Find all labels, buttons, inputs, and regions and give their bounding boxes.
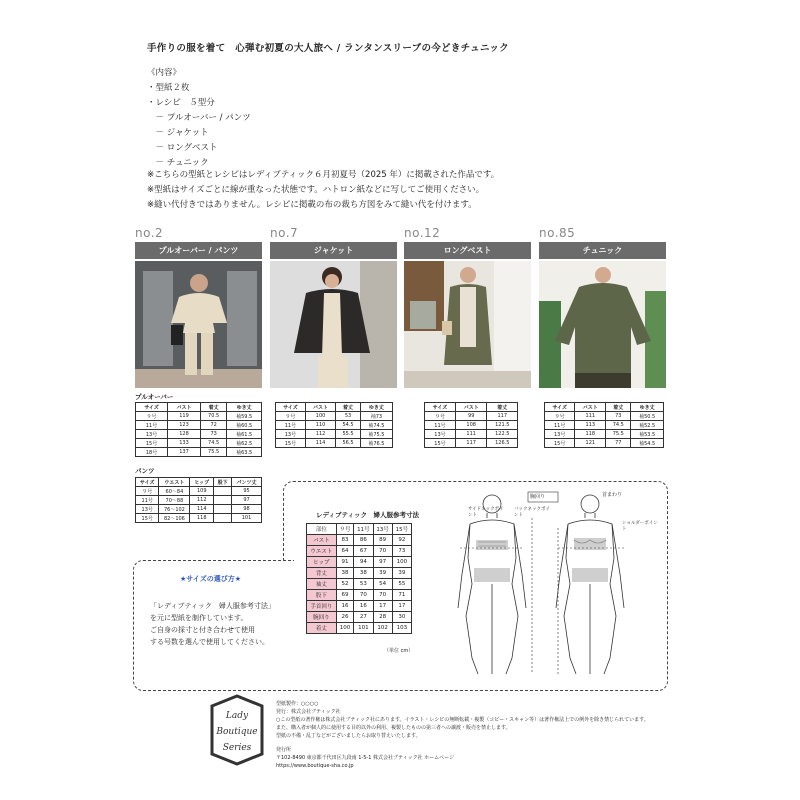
contents-line: － チュニック [147,158,209,168]
jacket-size-table [275,402,393,448]
table-row: 袖丈 52 53 54 55 [307,579,412,590]
table-row: 腕回り 26 27 28 30 [307,612,412,623]
table-header: サイズ [425,403,456,412]
body-measure-table [306,523,412,634]
pants-table-label: パンツ [135,467,155,475]
table-row: ９号 100 53 袖73 [276,412,393,421]
item-label-tunic: チュニック [539,242,666,259]
table-header: 部位 [307,524,337,535]
size-guide-line: する号数を選んで使用してください。 [150,638,269,646]
contents-line: － ロングベスト [147,143,218,153]
contents-section [147,66,251,171]
footer-section [276,700,649,770]
table-header: バスト [455,403,487,412]
notes-section [147,168,499,213]
item-label-vest: ロングベスト [404,242,531,259]
contents-line: － ジャケット [147,128,209,138]
size-guide-line: 「レディブティック 婦人服参考寸法」 [150,602,275,610]
note-line: ※縫い代付きではありません。レシピに掲載の布の裁ち方図をみて縫い代を付けます。 [147,200,477,210]
pullover-table-label: プルオーバー [135,393,174,401]
table-row: ９号 119 70.5 袖59.5 [136,412,262,421]
figure-label-back-neck: バックネックポイント [514,507,550,518]
table-header: バスト [305,403,335,412]
note-line: ※型紙はサイズごとに線が重なった状態です。ハトロン紙などに写してご使用ください。 [147,185,485,195]
table-header: 11号 [354,524,373,535]
footer-line: ○この型紙の著作権は株式会社ブティック社にあります。イラスト・レシピの無断転載・複製（コピー・スキャン等）は著作権法上での例外を除き禁じられています。 [276,717,649,723]
contents-heading: 《内容》 [147,68,182,78]
table-row: 15号 121 77 袖54.5 [545,439,664,448]
item-label-jacket: ジャケット [270,242,397,259]
table-row: 13号 128 73 袖61.5 [136,430,262,439]
svg-text:Boutique: Boutique [216,727,258,737]
table-header: 着丈 [200,403,226,412]
item-number: no.85 [539,226,576,240]
footer-line: 発行：株式会社ブティック社 [276,709,341,715]
item-number: no.7 [270,226,299,240]
figure-label-tag: 胸回り [530,494,546,500]
size-guide-line: を元に型紙を制作しています。 [150,614,248,622]
table-row: 13号 76〜102 114 98 [136,505,262,514]
table-row: 11号 70〜88 112 97 [136,496,262,505]
photo-jacket [270,261,397,388]
footer-line: 型紙の不備・乱丁などがございましたらお取り替えいたします。 [276,733,421,739]
footer-line: また、購入者が個人的に使用する目的以外の利用、複製したものの第三者への譲渡・販売を禁止します。 [276,725,511,731]
contents-line: ・レシピ ５型分 [147,98,215,108]
table-row: 15号 82〜106 118 101 [136,514,262,523]
table-header: 着丈 [336,403,361,412]
table-row: 股下 69 70 70 71 [307,590,412,601]
table-header: 股下 [214,478,232,487]
pullover-size-table [135,402,262,457]
table-row: ９号 111 73 袖50.5 [545,412,664,421]
table-row: ９号 99 117 [425,412,518,421]
table-row: 11号 108 121.5 [425,421,518,430]
table-header: サイズ [545,403,575,412]
footer-line: 型紙製作：○○○○ [276,701,319,707]
photo-vest [404,261,531,388]
table-row: 11号 113 74.5 袖52.5 [545,421,664,430]
table-header: ゆき丈 [360,403,392,412]
svg-text:Lady: Lady [225,711,249,721]
table-header: バスト [575,403,606,412]
body-table-title: レディブティック 婦人服参考寸法 [316,511,419,519]
table-row: 15号 117 126.5 [425,439,518,448]
table-row: バスト 83 86 89 92 [307,535,412,546]
figure-label-neck: 首まわり [602,492,623,498]
table-header: バスト [168,403,201,412]
table-row: 15号 114 56.5 袖76.5 [276,439,393,448]
table-row: 背丈 38 38 39 39 [307,568,412,579]
vest-size-table [424,402,518,448]
svg-text:Series: Series [222,743,252,753]
table-header: ヒップ [190,478,214,487]
pants-size-table [135,477,262,523]
note-line: ※こちらの型紙とレシピはレディブティック６月初夏号（2025 年）に掲載された作品です。 [147,170,500,180]
table-row: 18号 137 75.5 袖63.5 [136,448,262,457]
table-header: パンツ丈 [232,478,262,487]
item-label-pullover: プルオーバー / パンツ [135,242,262,259]
table-row: 着丈 100 101 102 103 [307,623,412,634]
contents-line: ・型紙２枚 [147,83,190,93]
table-row: 手首回り 16 16 17 17 [307,601,412,612]
table-header: ゆき丈 [227,403,262,412]
table-row: 11号 123 72 袖60.5 [136,421,262,430]
tunic-size-table [544,402,664,448]
footer-line: 〒102-8490 東京都千代田区九段南 1-5-1 株式会社ブティック社 ホームページ [276,755,455,761]
table-row: 15号 133 74.5 袖62.5 [136,439,262,448]
size-guide-body [150,600,275,648]
table-header: 着丈 [606,403,631,412]
table-row: ウエスト 64 67 70 73 [307,546,412,557]
table-header: サイズ [136,478,159,487]
table-header: サイズ [136,403,168,412]
table-row: 13号 118 75.5 袖53.5 [545,430,664,439]
table-header: サイズ [276,403,306,412]
size-guide-title: ★サイズの選び方★ [180,575,241,583]
size-guide-line: ご自身の採寸と付き合わせて使用 [150,626,255,634]
table-header: ウエスト [159,478,190,487]
brand-logo [208,694,266,766]
contents-line: － プルオーバー / パンツ [147,113,251,123]
table-header: 着丈 [487,403,518,412]
table-row: 13号 112 55.5 袖75.5 [276,430,393,439]
table-header: 15号 [392,524,411,535]
figure-label-side-neck: サイドネックポイント [468,507,504,518]
table-header: ゆき丈 [631,403,664,412]
table-row: 11号 110 54.5 袖74.5 [276,421,393,430]
figure-label-shoulder: ショルダーポイント [622,521,658,532]
photo-pullover [135,261,262,388]
footer-line: 発行所 [276,747,292,753]
page-title: 手作りの服を着て 心弾む初夏の大人旅へ / ランタンスリーブの今どきチュニック [147,43,509,54]
table-row: ９号 60〜84 109 95 [136,487,262,496]
footer-link[interactable]: https://www.boutique-sha.co.jp [276,763,354,769]
photo-tunic [539,261,666,388]
item-number: no.2 [135,226,164,240]
table-header: ９号 [336,524,354,535]
body-table-unit: （単位 cm） [384,648,414,654]
item-number: no.12 [404,226,441,240]
table-header: 13号 [373,524,392,535]
table-row: 13号 111 122.5 [425,430,518,439]
table-row: ヒップ 91 94 97 100 [307,557,412,568]
